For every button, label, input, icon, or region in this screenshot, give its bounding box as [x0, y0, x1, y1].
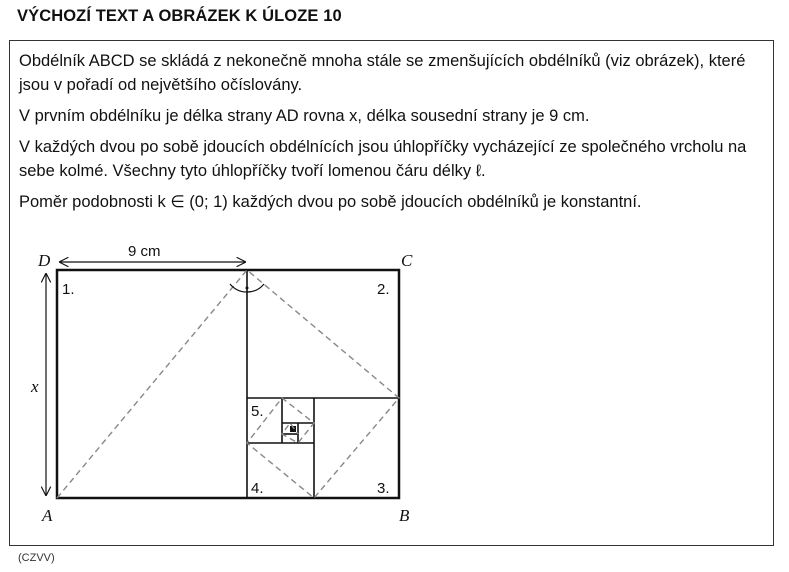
- paragraph-2: V prvním obdélníku je délka strany AD rovna x, délka sousední strany je 9 cm.: [19, 107, 590, 125]
- side-label-top: 9 cm: [128, 243, 161, 260]
- side-label-left: x: [31, 377, 39, 396]
- rect-number-2: 2.: [377, 281, 390, 298]
- task-heading: VÝCHOZÍ TEXT A OBRÁZEK K ÚLOZE 10: [17, 7, 342, 25]
- vertex-label-d: D: [38, 251, 51, 270]
- source-note: (CZVV): [18, 552, 55, 564]
- paragraph-3: V každých dvou po sobě jdoucích obdélnících jsou úhlopříčky vycházející ze společného vrcholu na sebe kolmé. Všechny tyto úhlopříčky tvoří lomenou čáru délky ℓ.: [19, 138, 747, 180]
- paragraph-1: Obdélník ABCD se skládá z nekonečně mnoha stále se zmenšujících obdélníků (viz obrázek), které jsou v pořadí od největšího očíslovány.: [19, 52, 746, 94]
- vertex-label-a: A: [42, 506, 53, 525]
- paragraph-4: Poměr podobnosti k ∈ (0; 1) každých dvou po sobě jdoucích obdélníků je konstantní.: [19, 193, 642, 211]
- dashed-polyline: [57, 270, 399, 498]
- rectangle-abcd: [57, 270, 399, 498]
- vertex-label-c: C: [401, 251, 413, 270]
- right-angle-dot: [246, 287, 249, 290]
- subdivision-lines: [247, 270, 399, 498]
- rect-number-3: 3.: [377, 480, 390, 497]
- vertex-label-b: B: [399, 506, 410, 525]
- rect-number-5: 5.: [251, 403, 264, 420]
- rect-number-4: 4.: [251, 480, 264, 497]
- rect-number-1: 1.: [62, 281, 75, 298]
